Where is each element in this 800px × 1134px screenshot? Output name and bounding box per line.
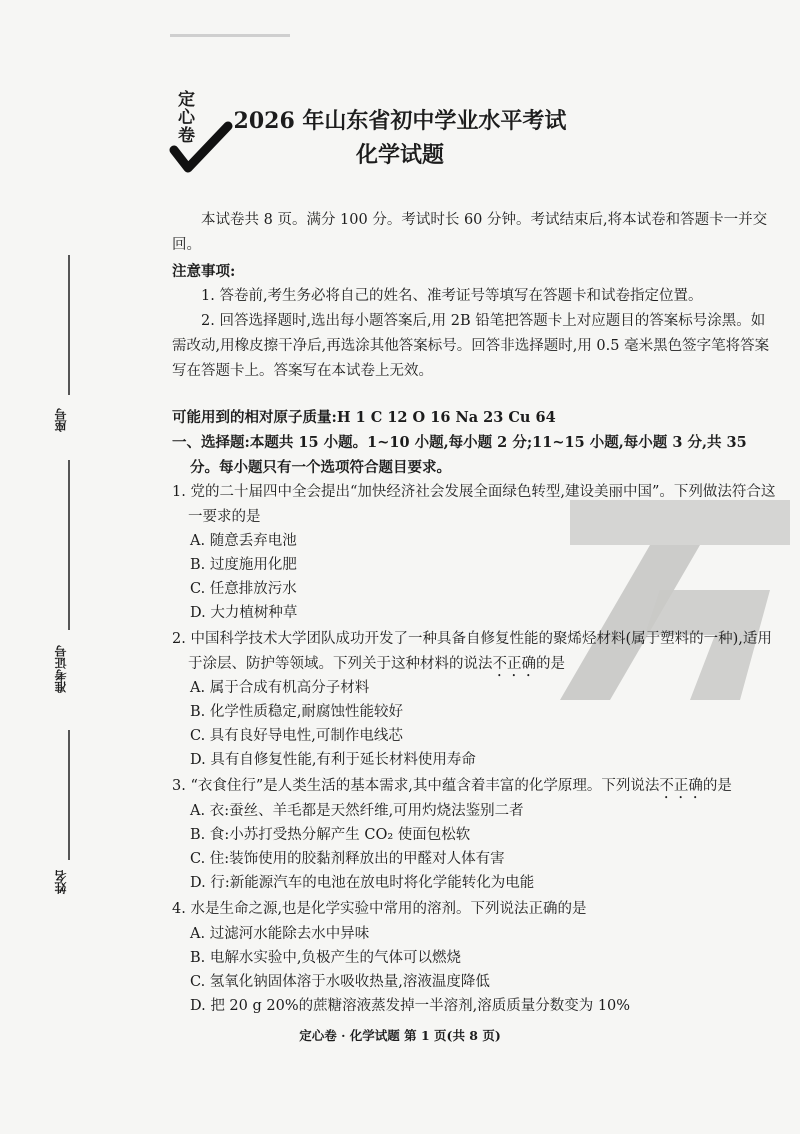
q3-option-c: C. 住:装饰使用的胶黏剂释放出的甲醛对人体有害 — [190, 851, 505, 867]
section-heading: 一、选择题:本题共 15 小题。1~10 小题,每小题 2 分;11~15 小题,每小题 3 分,共 35 分。每小题只有一个选项符合题目要求。 — [172, 434, 747, 476]
q2-option-c: C. 具有良好导电性,可制作电线芯 — [190, 728, 403, 744]
q2-option-b: B. 化学性质稳定,耐腐蚀性能较好 — [190, 704, 403, 720]
q2-option-a: A. 属于合成有机高分子材料 — [190, 680, 370, 696]
seat-label: 座号 — [54, 408, 68, 432]
q3-stem-part-1: 3. “衣食住行”是人类生活的基本需求,其中蕴含着丰富的化学原理。下列说法 — [172, 778, 660, 794]
q4-option-b: B. 电解水实验中,负极产生的气体可以燃烧 — [190, 950, 461, 966]
intro-text: 本试卷共 8 页。满分 100 分。考试时长 60 分钟。考试结束后,将本试卷和答题卡一并交回。 — [172, 212, 768, 253]
q3-stem-emphasis: 不正确 — [659, 778, 703, 794]
q4-option-c: C. 氢氧化钠固体溶于水吸收热量,溶液温度降低 — [190, 974, 490, 990]
exam-subject: 化学试题 — [355, 142, 444, 168]
q3-stem-part-2: 的是 — [702, 778, 732, 794]
q1-option-b: B. 过度施用化肥 — [190, 557, 297, 573]
seat-line — [68, 255, 70, 395]
q1-option-a: A. 随意丢弃电池 — [190, 533, 297, 549]
question-4-stem: 4. 水是生命之源,也是化学实验中常用的溶剂。下列说法正确的是 — [172, 901, 587, 917]
note-item-1: 1. 答卷前,考生务必将自己的姓名、准考证号等填写在答题卡和试卷指定位置。 — [201, 288, 703, 304]
notes-heading: 注意事项: — [172, 263, 236, 280]
q2-stem-part-1: 2. 中国科学技术大学团队成功开发了一种具备自修复性能的聚烯烃材料(属于塑料的一种),适用于涂层、防护等领域。下列关于这种材料的说法 — [172, 631, 772, 672]
q3-option-b: B. 食:小苏打受热分解产生 CO₂ 使面包松软 — [190, 827, 471, 843]
q1-option-d: D. 大力植树种草 — [190, 605, 298, 621]
q3-option-d: D. 行:新能源汽车的电池在放电时将化学能转化为电能 — [190, 875, 535, 891]
exam-id-label: 准考证号 — [54, 645, 68, 693]
q4-option-d: D. 把 20 g 20%的蔗糖溶液蒸发掉一半溶剂,溶质质量分数变为 10% — [190, 998, 631, 1014]
q2-stem-part-2: 的是 — [536, 656, 565, 672]
name-line — [68, 730, 70, 860]
question-3-stem — [172, 774, 778, 802]
stamp-text: 定心卷 — [174, 90, 194, 144]
question-1-stem: 1. 党的二十届四中全会提出“加快经济社会发展全面绿色转型,建设美丽中国”。下列做法符合这一要求的是 — [172, 484, 776, 525]
scan-artifact — [170, 34, 290, 37]
note-item-2: 2. 回答选择题时,选出每小题答案后,用 2B 铅笔把答题卡上对应题目的答案标号涂黑。如需改动,用橡皮擦干净后,再选涂其他答案标号。回答非选择题时,用 0.5 毫米黑色签字笔将答案写在答题卡上。答案写在本试卷上无效。 — [172, 313, 770, 379]
name-label: 姓名 — [54, 870, 68, 894]
page-footer: 定心卷 · 化学试题 第 1 页(共 8 页) — [299, 1028, 501, 1043]
question-2-stem — [172, 627, 778, 680]
exam-title: 2026 年山东省初中学业水平考试 — [233, 108, 567, 134]
q1-option-c: C. 任意排放污水 — [190, 581, 297, 597]
atomic-mass: 可能用到的相对原子质量:H 1 C 12 O 16 Na 23 Cu 64 — [172, 409, 556, 426]
exam-id-line — [68, 460, 70, 630]
q4-option-a: A. 过滤河水能除去水中异味 — [190, 926, 370, 942]
q3-option-a: A. 衣:蚕丝、羊毛都是天然纤维,可用灼烧法鉴别二者 — [190, 803, 524, 819]
q2-option-d: D. 具有自修复性能,有利于延长材料使用寿命 — [190, 752, 476, 768]
q2-stem-emphasis: 不正确 — [492, 656, 536, 672]
